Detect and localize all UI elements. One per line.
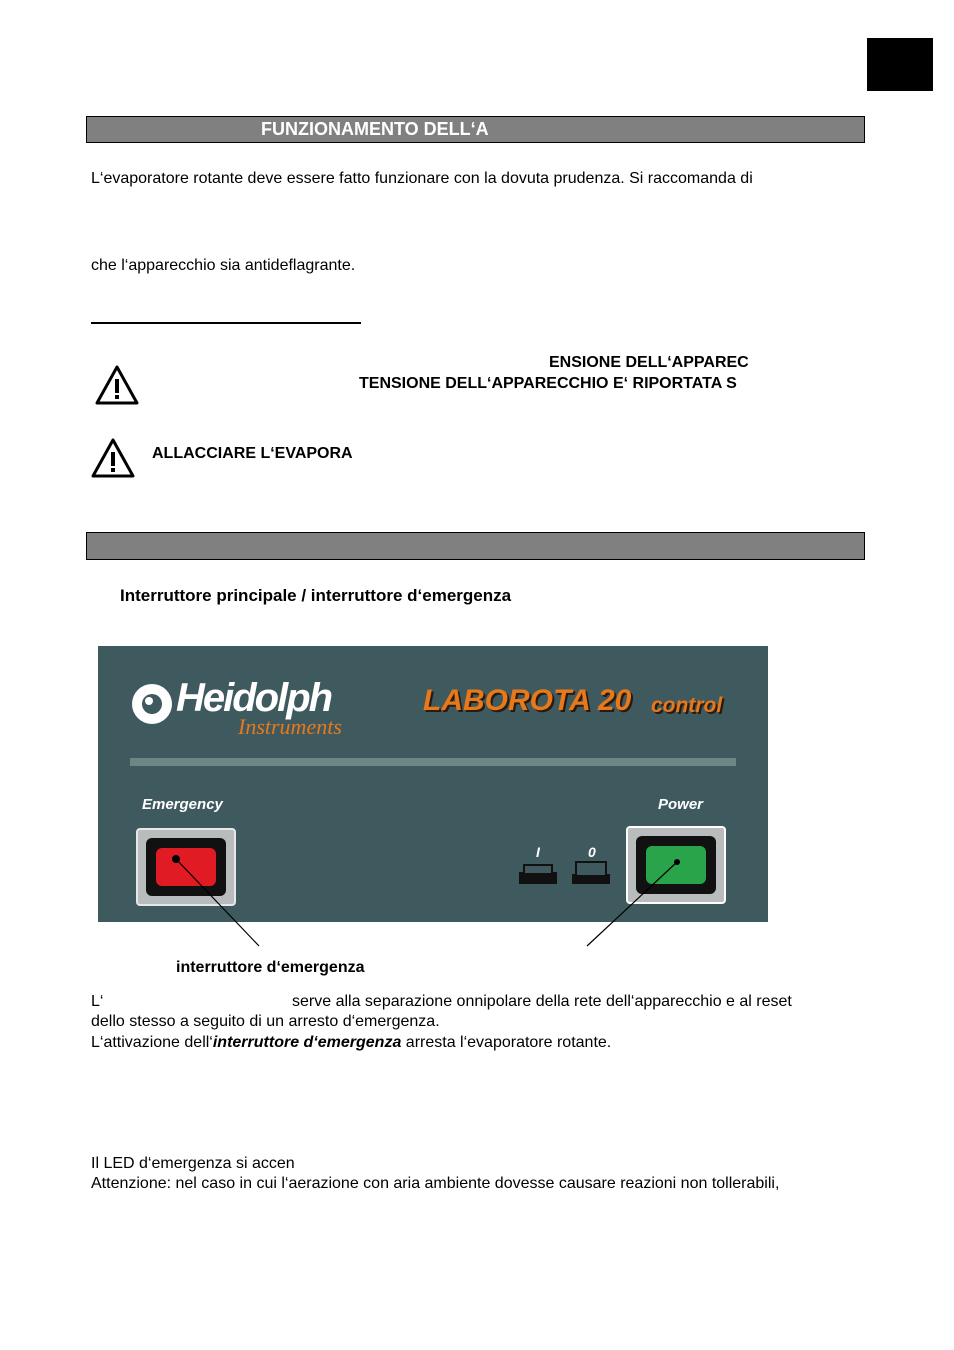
brand-name: Heidolph — [176, 676, 332, 720]
warning-icon — [95, 364, 139, 406]
section-header-2 — [86, 532, 865, 560]
underline-rule — [91, 322, 361, 324]
warning1-line1: ENSIONE DELL‘APPAREC — [549, 354, 749, 371]
power-label: Power — [658, 796, 704, 813]
paragraph1-line2: che l‘apparecchio sia antideflagrante. — [91, 257, 356, 274]
paragraph3-line2: Attenzione: nel caso in cui l‘aerazione con aria ambiente dovesse causare reazioni non tollerabili, — [91, 1175, 780, 1192]
section-header-1 — [86, 116, 865, 143]
subheading: Interruttore principale / interruttore d‘emergenza — [120, 586, 512, 605]
model-name: LABOROTA 20 — [423, 684, 632, 717]
paragraph2-line3-emphasis: interruttore d‘emergenza — [212, 1034, 402, 1051]
paragraph2-line1-end: serve alla separazione onnipolare della rete dell‘apparecchio e al reset — [292, 993, 792, 1010]
warning1-line2: TENSIONE DELL‘APPARECCHIO E‘ RIPORTATA S — [359, 375, 737, 392]
figure-caption: interruttore d‘emergenza — [176, 959, 365, 976]
emergency-label: Emergency — [142, 796, 223, 813]
model-subtitle: control — [651, 694, 723, 717]
section-title-1: FUNZIONAMENTO DELL‘A — [261, 119, 489, 139]
paragraph2-line3-end: arresta l‘evaporatore rotante. — [401, 1034, 612, 1051]
callout-lines — [160, 850, 680, 950]
brand-subtitle: Instruments — [238, 714, 342, 739]
warning2-text: ALLACCIARE L‘EVAPORA — [152, 445, 353, 462]
warning-icon — [91, 437, 135, 479]
paragraph2-line3 — [91, 1033, 611, 1053]
off-symbol: 0 — [588, 844, 596, 860]
paragraph1-line1: L‘evaporatore rotante deve essere fatto funzionare con la dovuta prudenza. Si raccomanda di — [91, 170, 753, 187]
page-corner-tab — [867, 38, 933, 91]
panel-divider-strip — [130, 758, 736, 766]
paragraph2-line3-start: L‘attivazione dell‘ — [91, 1034, 213, 1051]
on-symbol: I — [536, 844, 540, 860]
paragraph2-line1-start: L‘ — [91, 993, 104, 1010]
heidolph-logo-icon — [130, 682, 174, 726]
paragraph3-line1: Il LED d‘emergenza si accen — [91, 1155, 295, 1172]
paragraph2-line2: dello stesso a seguito di un arresto d‘emergenza. — [91, 1013, 440, 1030]
